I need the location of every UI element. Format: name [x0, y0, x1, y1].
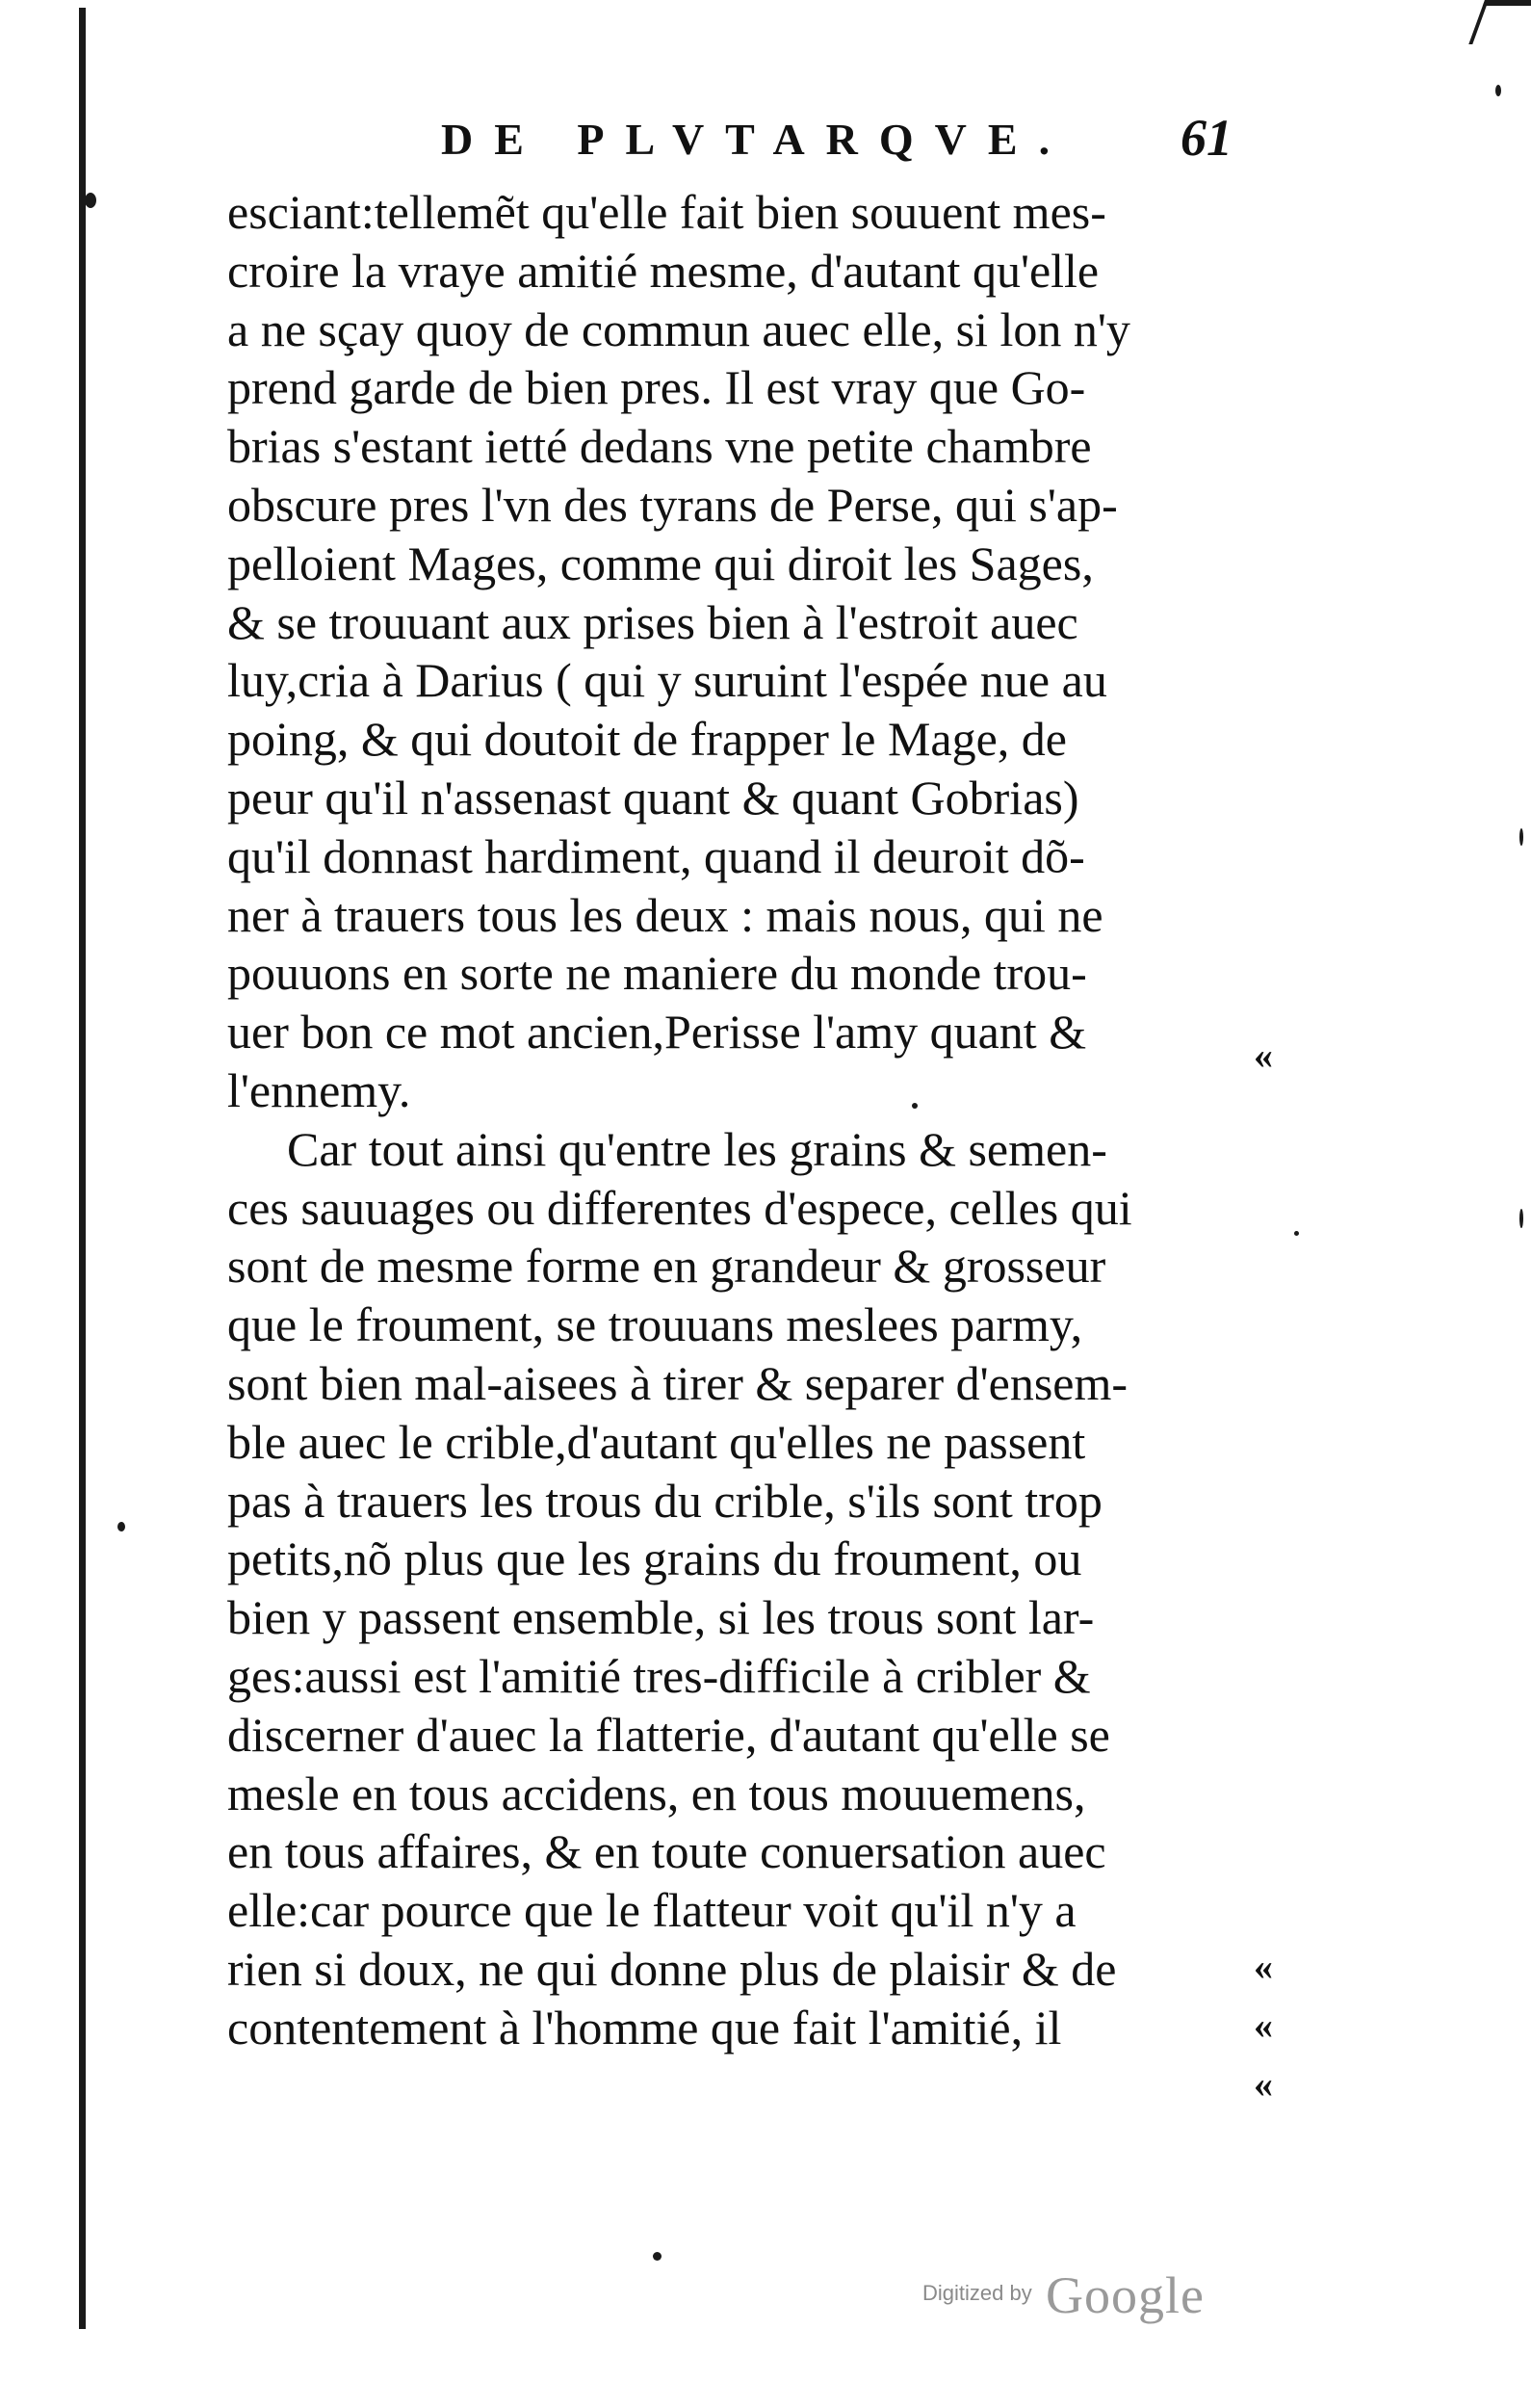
text-line: esciant:tellemẽt qu'elle fait bien souuent mes- — [227, 185, 1106, 239]
corner-fold — [1468, 0, 1531, 44]
text-line: petits,nõ plus que les grains du froument, ou — [227, 1531, 1082, 1586]
body-text — [227, 183, 1258, 2057]
ink-speck — [1495, 85, 1501, 96]
text-line: a ne sçay quoy de commun auec elle, si lon n'y — [227, 301, 1130, 356]
paragraph-first-line: Car tout ainsi qu'entre les grains & semen- — [287, 1121, 1107, 1176]
page-header — [441, 109, 1250, 181]
text-line: que le froument, se trouuans meslees parmy, — [227, 1297, 1083, 1352]
gutter-rule — [79, 8, 86, 2329]
text-line: poing, & qui doutoit de frapper le Mage, de — [227, 712, 1067, 767]
text-line: mesle en tous accidens, en tous mouuemens, — [227, 1766, 1086, 1820]
margin-quote-mark: « — [1254, 1945, 1273, 1988]
text-line: ble auec le crible,d'autant qu'elles ne passent — [227, 1414, 1086, 1469]
ink-speck — [1519, 828, 1523, 846]
text-line: luy,cria à Darius ( qui y suruint l'espée nue au — [227, 653, 1107, 708]
text-line: prend garde de bien pres. Il est vray que Go- — [227, 360, 1086, 415]
text-line: croire la vraye amitié mesme, d'autant qu'elle — [227, 243, 1100, 298]
text-line: pelloient Mages, comme qui diroit les Sages, — [227, 536, 1094, 590]
ink-speck — [1519, 1209, 1523, 1228]
ink-speck — [653, 2252, 662, 2261]
running-head: DE PLVTARQVE. — [441, 115, 1072, 164]
digitized-by-label: Digitized by — [922, 2281, 1032, 2305]
margin-quote-mark: « — [1254, 1034, 1273, 1077]
text-line: bien y passent ensemble, si les trous sont lar- — [227, 1590, 1095, 1645]
google-watermark: Google — [1046, 2266, 1205, 2324]
text-line: & se trouuant aux prises bien à l'estroit auec — [227, 594, 1078, 649]
text-line: qu'il donnast hardiment, quand il deuroit dõ- — [227, 828, 1085, 883]
ink-speck — [1294, 1231, 1299, 1236]
text-line: pouuons en sorte ne maniere du monde trou- — [227, 946, 1087, 1001]
ink-speck — [85, 193, 96, 208]
text-line: brias s'estant ietté dedans vne petite chambre — [227, 419, 1092, 474]
ink-speck — [117, 1522, 125, 1531]
text-line: contentement à l'homme que fait l'amitié, il — [227, 2000, 1062, 2055]
text-line: peur qu'il n'assenast quant & quant Gobrias) — [227, 770, 1079, 824]
margin-quote-mark: « — [1254, 2003, 1273, 2047]
page-number: 61 — [1181, 109, 1233, 167]
text-line: uer bon ce mot ancien,Perisse l'amy quant & — [227, 1005, 1087, 1060]
text-line: rien si doux, ne qui donne plus de plaisir & de — [227, 1941, 1117, 1996]
text-line: ges:aussi est l'amitié tres-difficile à cribler & — [227, 1648, 1091, 1703]
text-line: sont bien mal-aisees à tirer & separer d'ensem- — [227, 1355, 1129, 1410]
text-line: l'ennemy. — [227, 1062, 411, 1117]
text-line: pas à trauers les trous du crible, s'ils sont trop — [227, 1473, 1103, 1528]
text-line: obscure pres l'vn des tyrans de Perse, qui s'ap- — [227, 477, 1118, 532]
text-line: ces sauuages ou differentes d'espece, celles qui — [227, 1180, 1132, 1235]
margin-quote-mark: « — [1254, 2062, 1273, 2106]
text-line: discerner d'auec la flatterie, d'autant qu'elle se — [227, 1707, 1110, 1762]
text-line: ner à trauers tous les deux : mais nous, qui ne — [227, 887, 1103, 942]
text-line: elle:car pource que le flatteur voit qu'il n'y a — [227, 1883, 1077, 1938]
text-line: sont de mesme forme en grandeur & grosseur — [227, 1239, 1106, 1294]
text-line: en tous affaires, & en toute conuersation auec — [227, 1824, 1106, 1879]
